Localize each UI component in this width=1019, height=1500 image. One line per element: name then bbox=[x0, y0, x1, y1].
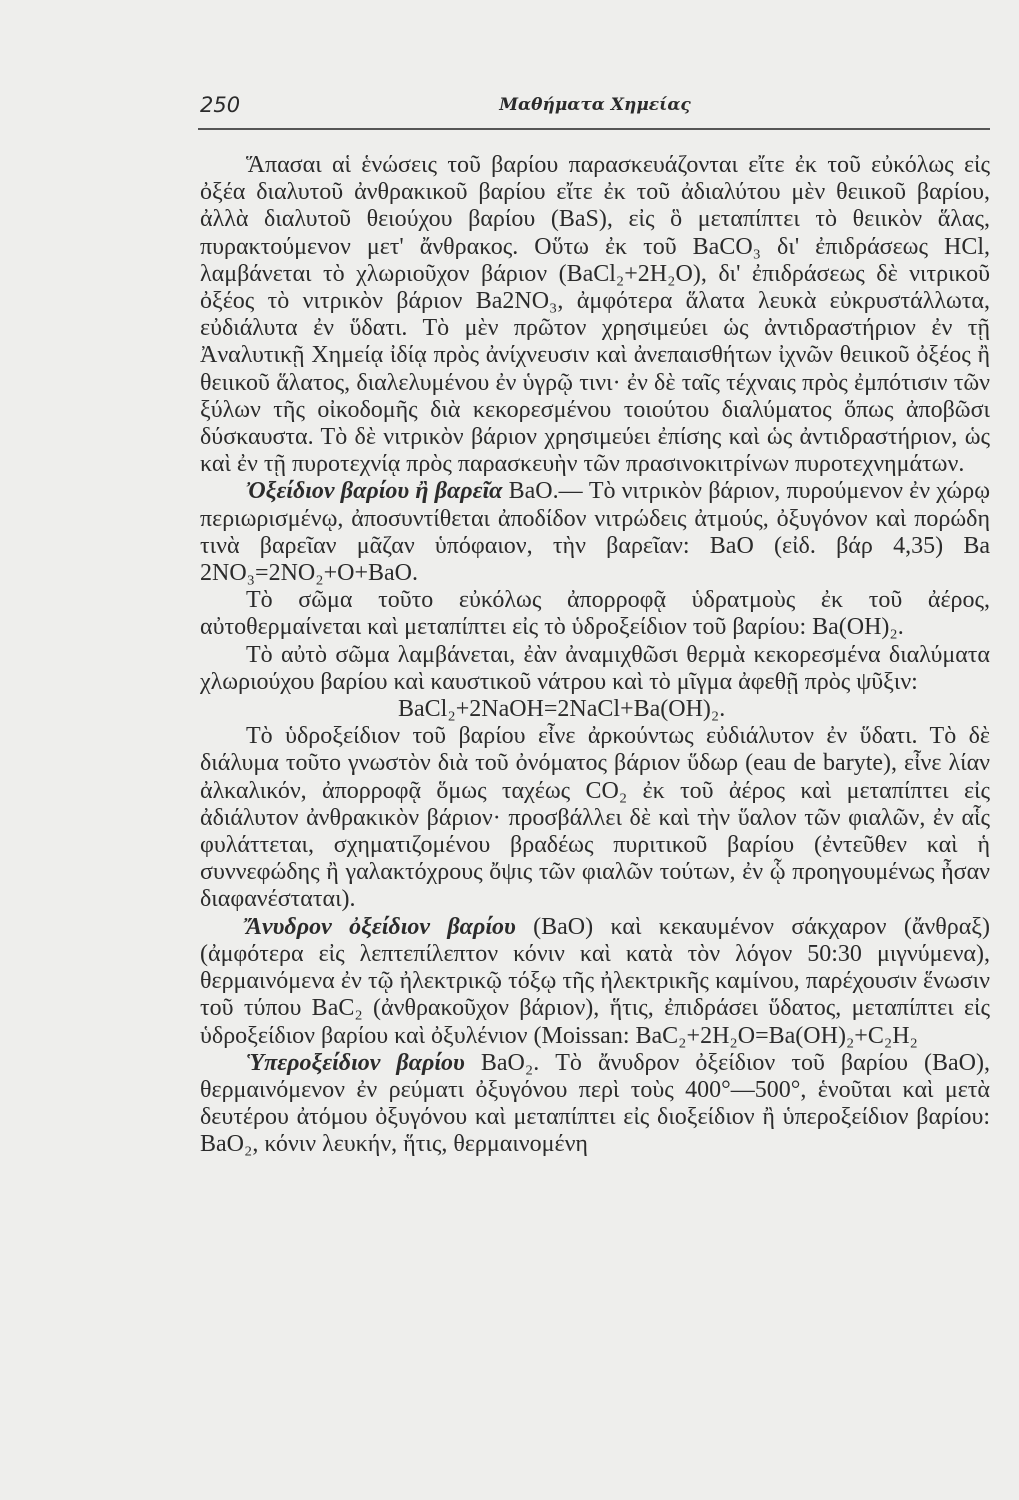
header-rule bbox=[198, 128, 990, 130]
paragraph bbox=[200, 723, 990, 913]
body-text bbox=[200, 152, 990, 1159]
paragraph-text: (BaO) καὶ κεκαυμένον σάκχαρον (ἄνθραξ) (ἀμφότερα εἰς λεπτεπίλεπτον κόνιν καὶ κατὰ τὸν λόγον 50:30 μιγνύμενα), θερμαινόμενα ἐν τῷ ἠλεκτρικῷ τόξῳ τῆς ἠλεκτρικῆς καμίνου, παρέχουσιν ἕνωσιν τοῦ τύπου BaC₂ (ἀνθρακοῦχον βάριον), ἥτις, ἐπιδράσει ὕδατος, μεταπίπτει εἰς ὑδροξείδιον βαρίου καὶ ὀξυλένιον (Moissan: BaC₂+2H₂O=Ba(OH)₂+C₂H₂ bbox=[200, 913, 990, 1049]
paragraph-text: BaO.— Τὸ νιτρικὸν βάριον, πυρούμενον ἐν χώρῳ περιωρισμένῳ, ἀποσυντίθεται ἀποδίδον νιτρώδεις ἀτμούς, ὀξυγόνον καὶ πορώδη τινὰ βαρεῖαν μᾶζαν ὑπόφαιον, τὴν βαρεῖαν: BaO (εἰδ. βάρ 4,35) Ba 2NO₃=2NO₂+O+BaO. bbox=[200, 478, 991, 587]
section-term: Ὀξείδιον βαρίου ἢ βαρεῖα bbox=[246, 478, 503, 505]
formula: BaCl₂+2NaOH=2NaCl+Ba(OH)₂. bbox=[398, 696, 726, 723]
paragraph bbox=[200, 642, 990, 696]
page-number: 250 bbox=[200, 93, 241, 117]
paragraph bbox=[200, 478, 990, 587]
paragraph bbox=[200, 1050, 990, 1159]
paragraph-text: BaO₂. Τὸ ἄνυδρον ὀξείδιον τοῦ βαρίου (BaO), θερμαινόμενον ἐν ρεύματι ὀξυγόνου περὶ τοὺς 400°—500°, ἑνοῦται καὶ μετὰ δευτέρου ἀτόμου ὀξυγόνου καὶ μεταπίπτει εἰς διοξείδιον ἢ ὑπεροξείδιον βαρίου: BaO₂, κόνιν λευκήν, ἥτις, θερμαινομένη bbox=[200, 1049, 991, 1158]
paragraph bbox=[200, 914, 990, 1050]
formula-line bbox=[200, 696, 990, 723]
paragraph-text: Ἅπασαι αἱ ἑνώσεις τοῦ βαρίου παρασκευάζονται εἴτε ἐκ τοῦ εὐκόλως εἰς ὀξέα διαλυτοῦ ἀνθρακικοῦ βαρίου εἴτε ἐκ τοῦ ἀδιαλύτου μὲν θειικοῦ βαρίου, ἀλλὰ διαλυτοῦ θειούχου βαρίου (BaS), εἰς ὃ μεταπίπτει τὸ θειικὸν ἅλας, πυρακτούμενον μετ' ἄνθρακος. Οὕτω ἐκ τοῦ BaCO₃ δι' ἐπιδράσεως HCl, λαμβάνεται τὸ χλωριοῦχον βάριον (BaCl₂+2H₂O), δι' ἐπιδράσεως δὲ νιτρικοῦ ὀξέος τὸ νιτρικὸν βάριον Ba2NO₃, ἀμφότερα ἅλατα λευκὰ εὐκρυστάλλωτα, εὐδιάλυτα ἐν ὕδατι. Τὸ μὲν πρῶτον χρησιμεύει ὡς ἀντιδραστήριον ἐν τῇ Ἀναλυτικῇ Χημείᾳ ἰδίᾳ πρὸς ἀνίχνευσιν καὶ ἀνεπαισθήτων ἰχνῶν θειικοῦ ὀξέος ἢ θειικοῦ ἅλατος, διαλελυμένου ἐν ὑγρῷ τινι· ἐν δὲ ταῖς τέχναις πρὸς ἐμπότισιν τῶν ξύλων τῆς οἰκοδομῆς διὰ κεκορεσμένου τοιούτου διαλύματος ὅπως ἀποβῶσι δύσκαυστα. Τὸ δὲ νιτρικὸν βάριον χρησιμεύει ἐπίσης καὶ ὡς ἀντιδραστήριον, ὡς καὶ ἐν τῇ πυροτεχνίᾳ πρὸς παρασκευὴν τῶν πρασινοκιτρίνων πυροτεχνημάτων. bbox=[200, 152, 990, 478]
paragraph bbox=[200, 152, 990, 478]
page-header bbox=[200, 93, 990, 123]
paragraph-text: Τὸ σῶμα τοῦτο εὐκόλως ἀπορροφᾷ ὑδρατμοὺς ἐκ τοῦ ἀέρος, αὐτοθερμαίνεται καὶ μεταπίπτει εἰς τὸ ὑδροξείδιον τοῦ βαρίου: Ba(OH)₂. bbox=[200, 587, 990, 641]
running-title: Μαθήματα Χημείας bbox=[499, 95, 691, 115]
paragraph-text: Τὸ αὐτὸ σῶμα λαμβάνεται, ἐὰν ἀναμιχθῶσι θερμὰ κεκορεσμένα διαλύματα χλωριούχου βαρίου καὶ καυστικοῦ νάτρου καὶ τὸ μῖγμα ἀφεθῇ πρὸς ψῦξιν: bbox=[200, 641, 990, 695]
paragraph bbox=[200, 587, 990, 641]
section-term: Ὑπεροξείδιον βαρίου bbox=[246, 1049, 465, 1076]
section-term: Ἄνυδρον ὀξείδιον βαρίου bbox=[246, 913, 516, 940]
paragraph-text: Τὸ ὑδροξείδιον τοῦ βαρίου εἶνε ἀρκούντως εὐδιάλυτον ἐν ὕδατι. Τὸ δὲ διάλυμα τοῦτο γνωστὸν διὰ τοῦ ὀνόματος βάριον ὕδωρ (eau de baryte), εἶνε λίαν ἀλκαλικόν, ἀπορροφᾷ ὅμως ταχέως CO₂ ἐκ τοῦ ἀέρος καὶ μεταπίπτει εἰς ἀδιάλυτον ἀνθρακικὸν βάριον· προσβάλλει δὲ καὶ τὴν ὕαλον τῶν φιαλῶν, ἐν αἷς φυλάττεται, σχηματιζομένου βραδέως πυριτικοῦ βαρίου (ἐντεῦθεν καὶ ἡ συννεφώδης ἢ γαλακτόχρους ὄψις τῶν φιαλῶν τούτων, ἐν ᾧ προηγουμένως ἦσαν διαφανέσταται). bbox=[200, 723, 990, 913]
